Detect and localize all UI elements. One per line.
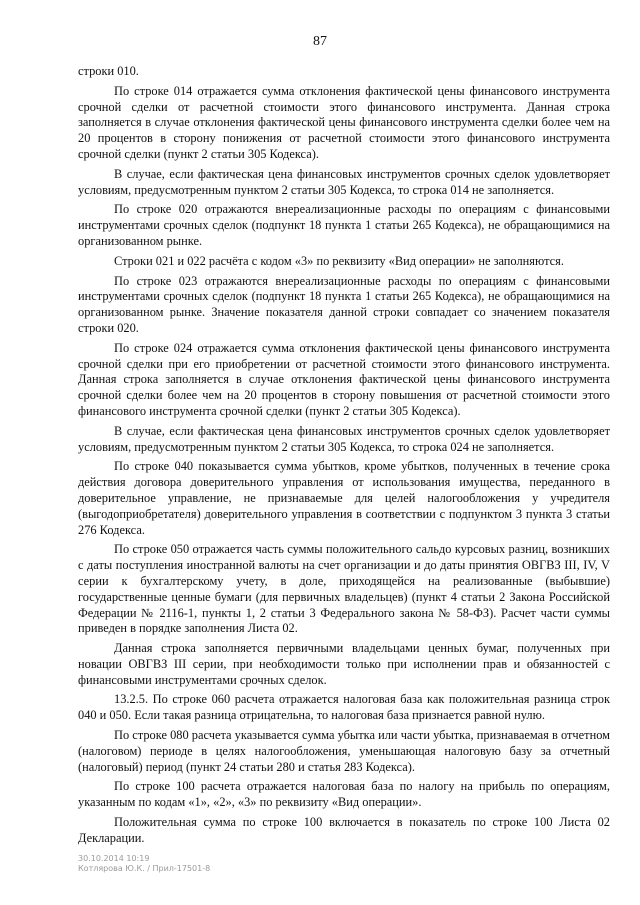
paragraph: По строке 040 показывается сумма убытков, кроме убытков, полученных в течение срока действия договора доверительного управления от использования имущества, переданного в доверительное управление, не признаваемые для целей налогообложения у учредителя (выгодоприобретателя) доверительного управления в соответствии с подпунктом 3 пункта 3 статьи 276 Кодекса.	[78, 459, 610, 537]
paragraph: В случае, если фактическая цена финансовых инструментов срочных сделок удовлетворяет условиям, предусмотренным пунктом 2 статьи 305 Кодекса, то строка 014 не заполняется.	[78, 166, 610, 197]
paragraph: По строке 014 отражается сумма отклонения фактической цены финансового инструмента срочной сделки от расчетной стоимости этого финансового инструмента. Данная строка заполняется в случае отклонения фактической цены финансового инструмента сделки более чем на 20 процентов в сторону понижения от расчетной стоимости этого финансового инструмента срочной сделки (пункт 2 статьи 305 Кодекса).	[78, 83, 610, 161]
page-number: 87	[313, 34, 327, 49]
footer-stamp	[78, 854, 210, 874]
document-body	[78, 64, 610, 851]
paragraph: По строке 023 отражаются внереализационные расходы по операциям с финансовыми инструментами срочных сделок (подпункт 18 пункта 1 статьи 265 Кодекса), не обращающимися на организованном рынке. Значение показателя данной строки совпадает со значением показателя строки 020.	[78, 273, 610, 335]
paragraph: Положительная сумма по строке 100 включается в показатель по строке 100 Листа 02 Декларации.	[78, 815, 610, 845]
paragraph: По строке 080 расчета указывается сумма убытка или части убытка, признаваемая в отчетном (налоговом) периоде в целях налогообложения, уменьшающая налоговую базу за отчетный (налоговый) период (пункт 24 статьи 280 и статья 283 Кодекса).	[78, 728, 610, 774]
paragraph: строки 010.	[78, 64, 139, 78]
paragraph: По строке 020 отражаются внереализационные расходы по операциям с финансовыми инструментами срочных сделок (подпункт 18 пункта 1 статьи 265 Кодекса), не обращающимися на организованном рынке.	[78, 202, 610, 248]
paragraph: 13.2.5. По строке 060 расчета отражается налоговая база как положительная разница строк 040 и 050. Если такая разница отрицательна, то налоговая база признается равной нулю.	[78, 692, 610, 723]
paragraph: В случае, если фактическая цена финансовых инструментов срочных сделок удовлетворяет условиям, предусмотренным пунктом 2 статьи 305 Кодекса, то строка 024 не заполняется.	[78, 423, 610, 454]
paragraph: По строке 100 расчета отражается налоговая база по налогу на прибыль по операциям, указанным по кодам «1», «2», «3» по реквизиту «Вид операции».	[78, 779, 610, 810]
paragraph: По строке 024 отражается сумма отклонения фактической цены финансового инструмента срочной сделки при его приобретении от расчетной стоимости этого финансового инструмента. Данная строка заполняется в случае отклонения фактической цены финансового инструмента срочной сделки более чем на 20 процентов в сторону повышения от расчетной стоимости этого финансового инструмента срочной сделки (пункт 2 статьи 305 Кодекса).	[78, 340, 610, 418]
footer-author-reference: Котлярова Ю.К. / Прил-17501-8	[78, 864, 211, 873]
paragraph: Строки 021 и 022 расчёта с кодом «3» по реквизиту «Вид операции» не заполняются.	[114, 253, 564, 268]
footer-timestamp: 30.10.2014 10:19	[78, 854, 150, 863]
paragraph: Данная строка заполняется первичными владельцами ценных бумаг, полученных при новации ОВГВЗ III серии, при необходимости только при исполнении прав и обязанностей с финансовыми инструментами срочных сделок.	[78, 641, 610, 687]
paragraph: По строке 050 отражается часть суммы положительного сальдо курсовых разниц, возникших с даты поступления иностранной валюты на счет организации и до даты принятия ОВГВЗ III, IV, V серии к бухгалтерскому учету, в доле, приходящейся на реализованные (выбывшие) государственные ценные бумаги (для первичных владельцев) (пункт 4 статьи 2 Закона Российской Федерации № 2116-1, пункты 1, 2 статьи 3 Федерального закона № 58-ФЗ). Расчет части суммы приведен в порядке заполнения Листа 02.	[78, 542, 610, 636]
